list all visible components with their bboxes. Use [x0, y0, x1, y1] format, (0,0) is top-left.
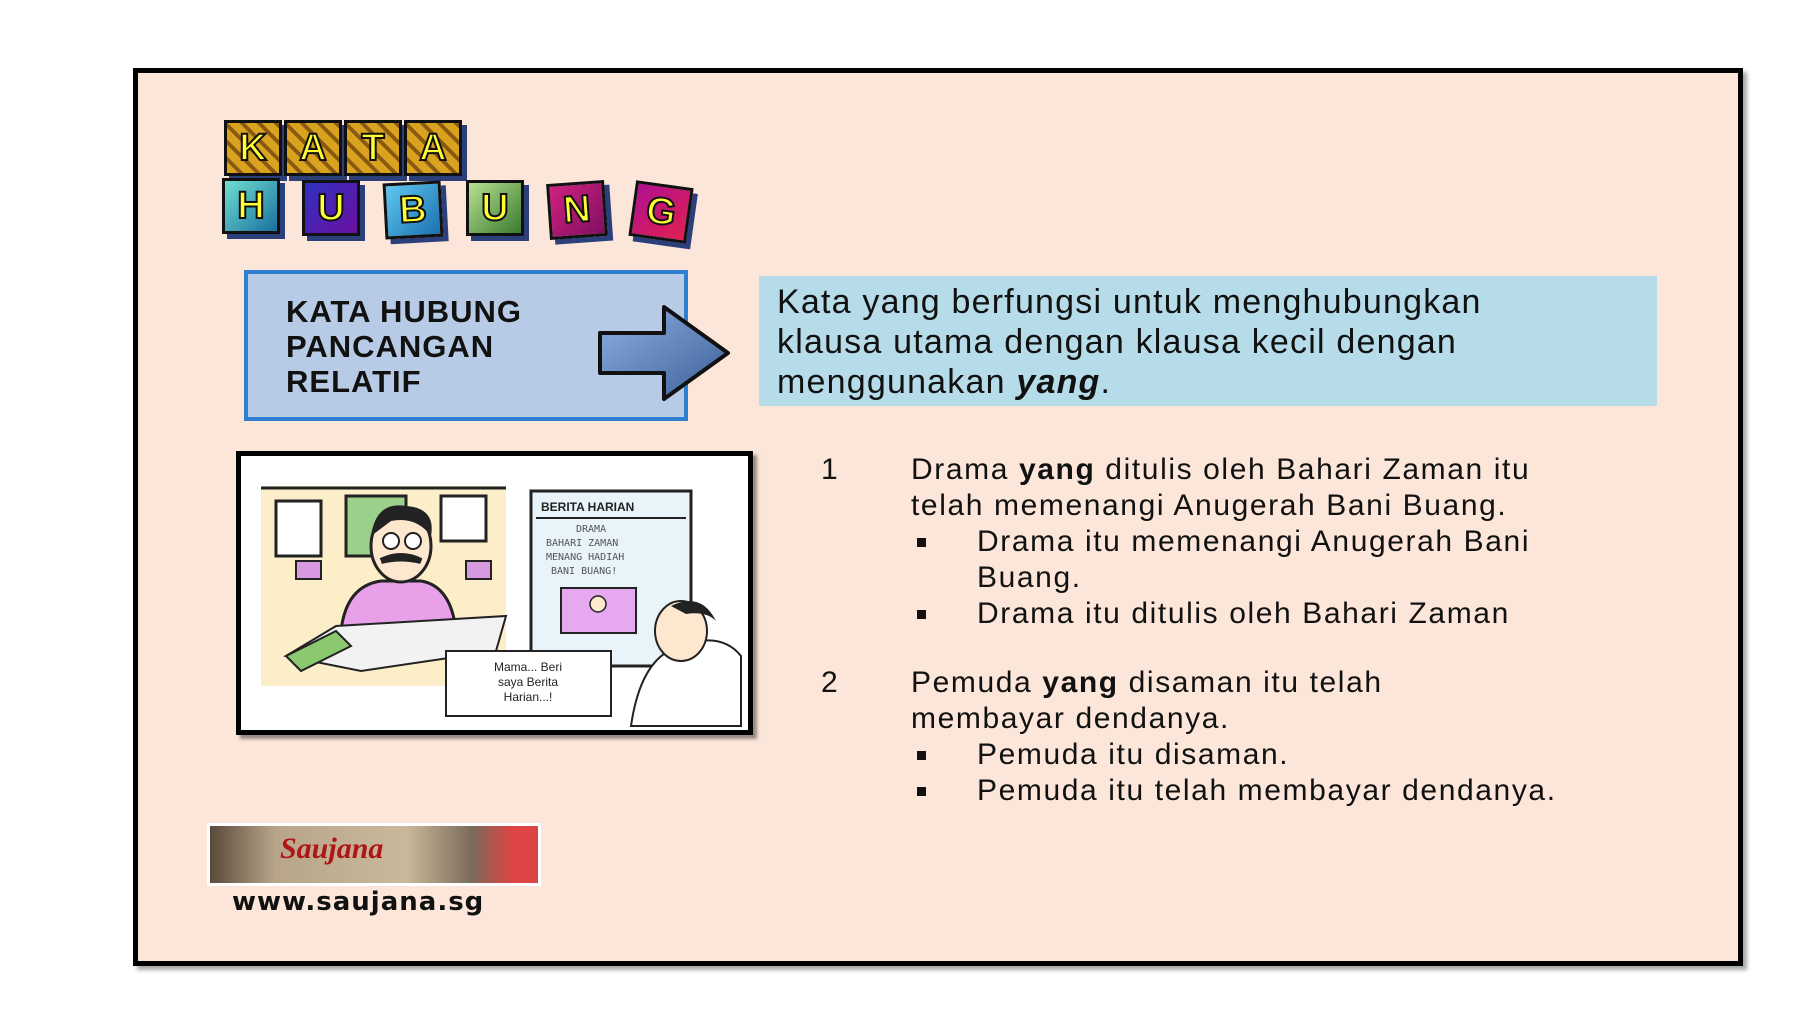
definition-period: .	[1100, 363, 1112, 401]
definition-box	[759, 276, 1657, 406]
concept-line: KATA HUBUNG	[286, 294, 523, 329]
saujana-logo-text: Saujana	[280, 832, 384, 865]
newspaper-headline: DRAMA	[576, 524, 607, 535]
example-sentence: Drama yang ditulis oleh Bahari Zaman itu	[911, 453, 1531, 486]
bullet-text: Drama itu memenangi Anugerah Bani	[977, 525, 1531, 558]
definition-keyword: yang	[1016, 363, 1101, 401]
bullet-icon	[917, 610, 926, 619]
title-tile: T	[344, 120, 402, 176]
saujana-banner-logo	[207, 823, 541, 886]
newspaper-headline: BAHARI ZAMAN	[546, 538, 619, 549]
arrow-right-icon	[596, 303, 736, 403]
speech-bubble-text: Mama... Beri	[493, 660, 563, 674]
title-tile: A	[284, 120, 342, 176]
kata-hubung-title-logo	[222, 118, 722, 248]
bullet-icon	[917, 787, 926, 796]
bullet-text: Drama itu ditulis oleh Bahari Zaman	[977, 597, 1510, 630]
comic-drawing	[241, 456, 748, 730]
definition-line: Kata yang berfungsi untuk menghubungkan	[777, 283, 1482, 321]
title-tile: K	[224, 120, 282, 176]
example-number: 1	[821, 453, 840, 486]
speech-bubble-text: saya Berita	[497, 675, 559, 689]
example-sentence: membayar dendanya.	[911, 702, 1230, 735]
example-sentence: Pemuda yang disaman itu telah	[911, 666, 1383, 699]
title-tile: H	[222, 178, 280, 234]
speech-bubble-text: Harian...!	[503, 690, 553, 704]
title-tile: B	[383, 181, 444, 240]
title-tile: U	[466, 180, 524, 236]
title-tile: U	[302, 180, 360, 236]
bullet-text: Pemuda itu telah membayar dendanya.	[977, 774, 1557, 807]
website-url[interactable]: www.saujana.sg	[232, 887, 485, 917]
title-tile: G	[628, 180, 693, 244]
newspaper-masthead: BERITA HARIAN	[541, 500, 635, 514]
title-tile: N	[546, 180, 608, 240]
definition-line: klausa utama dengan klausa kecil dengan	[777, 323, 1458, 361]
bullet-icon	[917, 751, 926, 760]
concept-title	[286, 294, 522, 399]
concept-line: PANCANGAN	[286, 329, 495, 364]
example-number: 2	[821, 666, 840, 699]
definition-line: menggunakan	[777, 363, 1017, 401]
concept-line: RELATIF	[286, 364, 422, 399]
newspaper-headline: MENANG HADIAH	[546, 552, 625, 563]
title-tile: A	[404, 120, 462, 176]
slide-frame	[133, 68, 1743, 966]
bullet-icon	[917, 538, 926, 547]
example-sentence: telah memenangi Anugerah Bani Buang.	[911, 489, 1508, 522]
bullet-text: Pemuda itu disaman.	[977, 738, 1290, 771]
bullet-text: Buang.	[977, 561, 1082, 594]
newspaper-headline: BANI BUANG!	[551, 566, 618, 577]
comic-illustration	[236, 451, 753, 735]
